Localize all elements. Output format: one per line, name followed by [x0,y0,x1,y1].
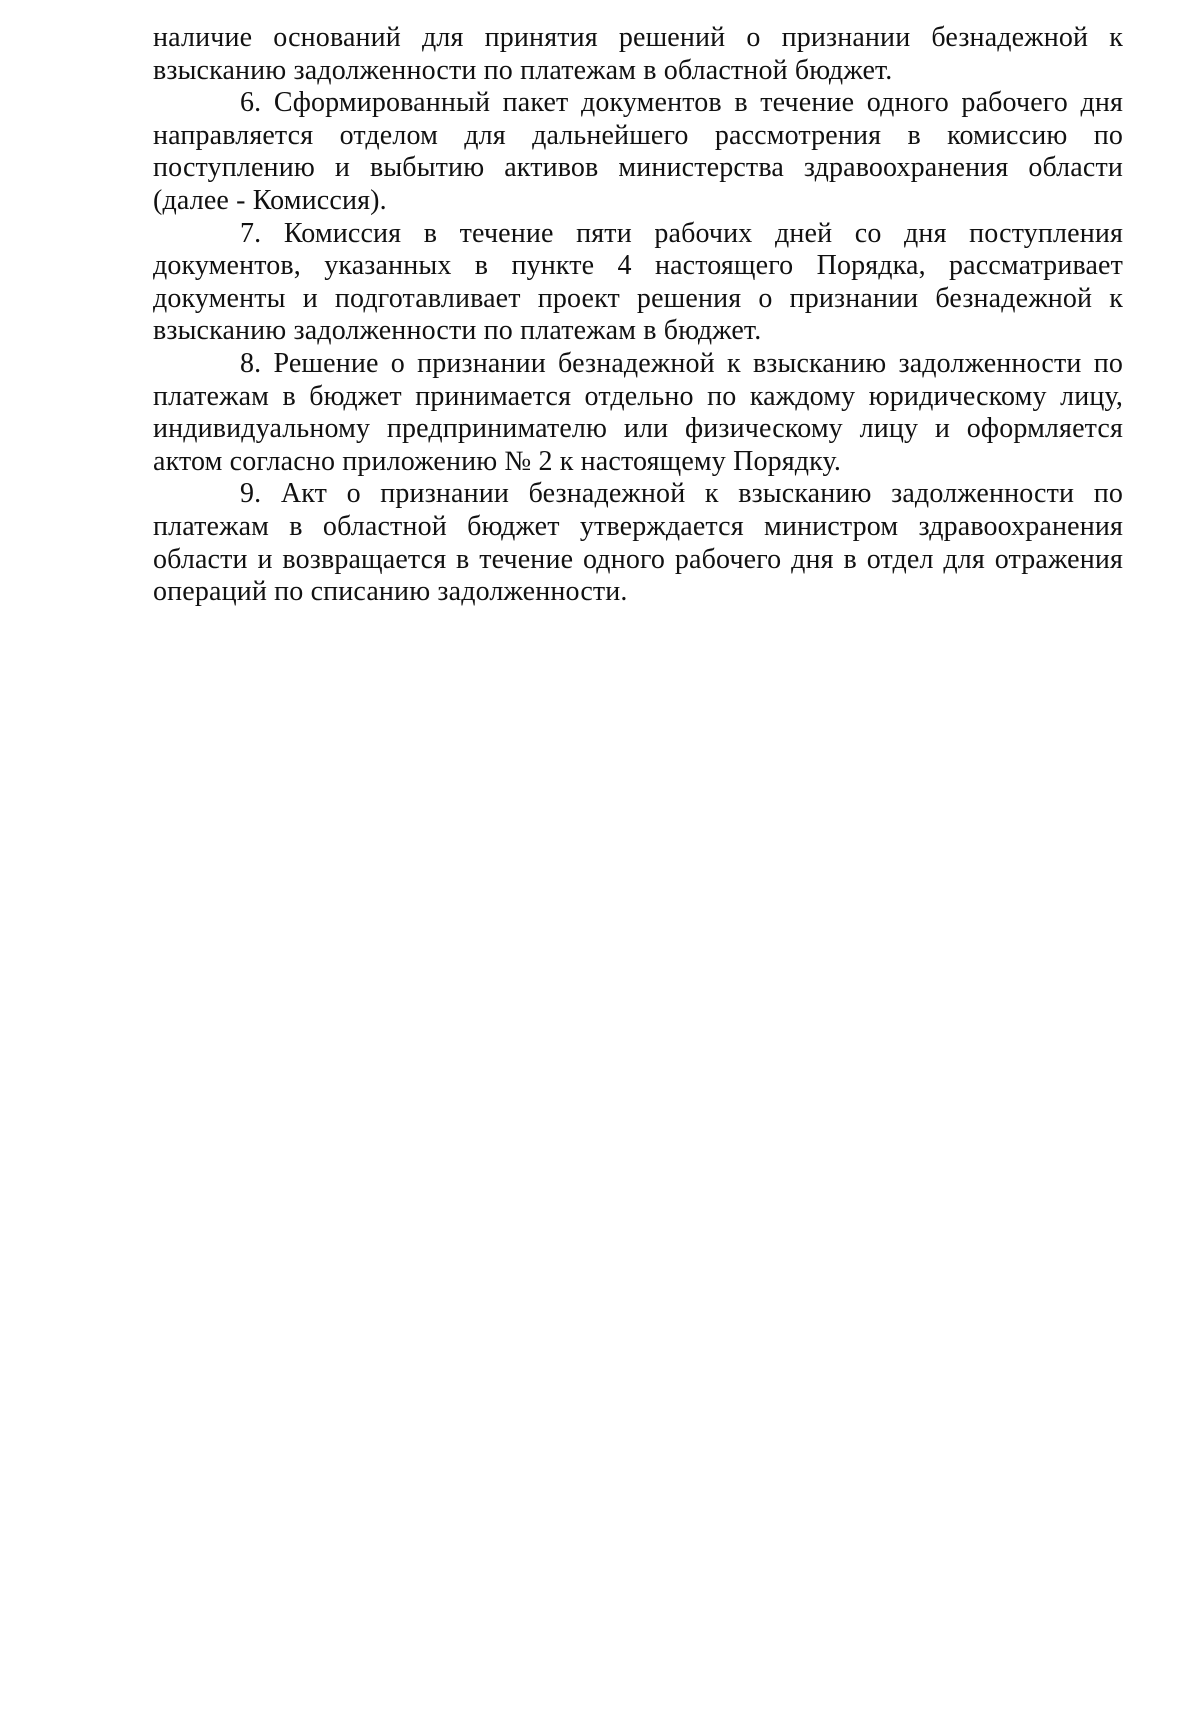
document-body [153,22,1123,609]
paragraph-continuation: наличие оснований для принятия решений о признании безнадежной к взысканию задолженности по платежам в областной бюджет. [153,22,1123,86]
paragraph-item-8: 8. Решение о признании безнадежной к взысканию задолженности по платежам в бюджет принимается отдельно по каждому юридическому лицу, индивидуальному предпринимателю или физическому лицу и оформляется актом согласно приложению № 2 к настоящему Порядку. [153,347,1123,477]
paragraph-item-6: 6. Сформированный пакет документов в течение одного рабочего дня направляется отделом для дальнейшего рассмотрения в комиссию по поступлению и выбытию активов министерства здравоохранения области (далее - Комиссия). [153,87,1123,216]
paragraph-item-7: 7. Комиссия в течение пяти рабочих дней со дня поступления документов, указанных в пункте 4 настоящего Порядка, рассматривает документы и подготавливает проект решения о признании безнадежной к взысканию задолженности по платежам в бюджет. [153,217,1123,347]
paragraph-item-9: 9. Акт о признании безнадежной к взысканию задолженности по платежам в областной бюджет утверждается министром здравоохранения области и возвращается в течение одного рабочего дня в отдел для отражения операций по списанию задолженности. [153,478,1123,608]
